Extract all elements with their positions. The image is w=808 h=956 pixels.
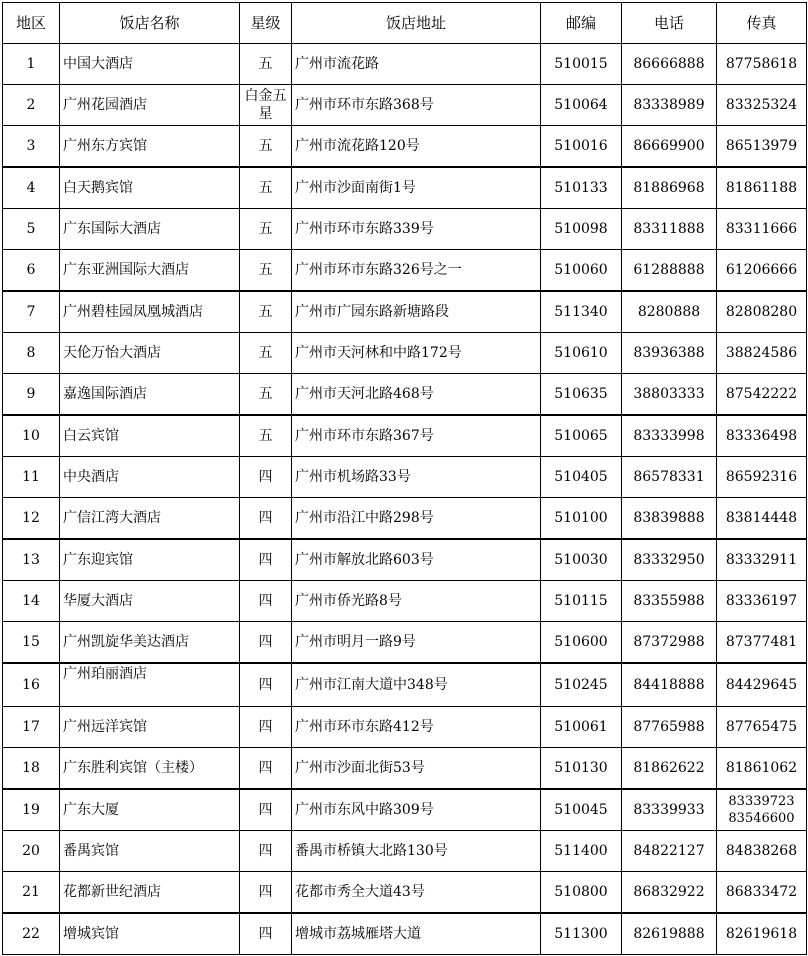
hotel-address: 广州市流花路	[292, 44, 541, 85]
table-header-row	[3, 3, 807, 44]
zip-code: 511300	[541, 913, 622, 955]
hotel-address: 广州市环市东路412号	[292, 707, 541, 748]
phone-number: 86832922	[622, 872, 717, 914]
header-phone: 电话	[622, 3, 717, 44]
row-number: 1	[3, 44, 60, 85]
star-rating: 五	[240, 209, 292, 250]
star-rating: 四	[240, 831, 292, 872]
hotel-name: 广东亚洲国际大酒店	[60, 250, 240, 292]
fax-number: 84838268	[717, 831, 807, 872]
star-rating: 四	[240, 498, 292, 540]
table-row	[3, 831, 807, 872]
fax-number: 83336498	[717, 415, 807, 457]
fax-number: 81861188	[717, 167, 807, 209]
table-row	[3, 872, 807, 914]
zip-code: 510800	[541, 872, 622, 914]
hotel-name: 广东迎宾馆	[60, 539, 240, 581]
table-row	[3, 167, 807, 209]
star-rating: 五	[240, 126, 292, 168]
header-fax: 传真	[717, 3, 807, 44]
hotel-name: 广州碧桂园凤凰城酒店	[60, 291, 240, 333]
phone-number: 84822127	[622, 831, 717, 872]
table-row	[3, 415, 807, 457]
table-row	[3, 789, 807, 831]
zip-code: 510030	[541, 539, 622, 581]
hotel-address: 广州市沙面北街53号	[292, 748, 541, 790]
hotel-address: 广州市机场路33号	[292, 457, 541, 498]
hotel-name: 白天鹅宾馆	[60, 167, 240, 209]
hotel-address: 广州市解放北路603号	[292, 539, 541, 581]
hotel-address: 广州市明月一路9号	[292, 622, 541, 664]
hotel-address: 广州市天河林和中路172号	[292, 333, 541, 374]
row-number: 16	[3, 663, 60, 707]
row-number: 15	[3, 622, 60, 664]
header-address: 饭店地址	[292, 3, 541, 44]
fax-number: 86833472	[717, 872, 807, 914]
phone-number: 83333998	[622, 415, 717, 457]
table-row	[3, 44, 807, 85]
hotel-name: 花都新世纪酒店	[60, 872, 240, 914]
hotel-address: 广州市江南大道中348号	[292, 663, 541, 707]
hotel-address: 广州市天河北路468号	[292, 374, 541, 416]
hotel-name: 广东国际大酒店	[60, 209, 240, 250]
zip-code: 511400	[541, 831, 622, 872]
row-number: 19	[3, 789, 60, 831]
phone-number: 86666888	[622, 44, 717, 85]
table-row	[3, 333, 807, 374]
hotel-address: 增城市荔城雁塔大道	[292, 913, 541, 955]
zip-code: 510065	[541, 415, 622, 457]
star-rating: 四	[240, 663, 292, 707]
row-number: 11	[3, 457, 60, 498]
table-row	[3, 581, 807, 622]
zip-code: 510100	[541, 498, 622, 540]
star-rating: 四	[240, 707, 292, 748]
row-number: 7	[3, 291, 60, 333]
hotel-address: 广州市广园东路新塘路段	[292, 291, 541, 333]
star-rating: 四	[240, 539, 292, 581]
hotel-address: 广州市沙面南街1号	[292, 167, 541, 209]
zip-code: 510245	[541, 663, 622, 707]
hotel-address: 广州市环市东路367号	[292, 415, 541, 457]
zip-code: 510045	[541, 789, 622, 831]
zip-code: 510098	[541, 209, 622, 250]
phone-number: 8280888	[622, 291, 717, 333]
table-row	[3, 85, 807, 126]
phone-number: 83332950	[622, 539, 717, 581]
row-number: 6	[3, 250, 60, 292]
star-rating: 四	[240, 789, 292, 831]
zip-code: 510064	[541, 85, 622, 126]
phone-number: 86669900	[622, 126, 717, 168]
hotel-name: 广州珀丽酒店	[60, 663, 240, 707]
phone-number: 87765988	[622, 707, 717, 748]
hotel-address: 番禺市桥镇大北路130号	[292, 831, 541, 872]
zip-code: 510133	[541, 167, 622, 209]
hotel-name: 华厦大酒店	[60, 581, 240, 622]
fax-number: 83814448	[717, 498, 807, 540]
hotel-name: 番禺宾馆	[60, 831, 240, 872]
fax-number: 84429645	[717, 663, 807, 707]
hotel-name: 广东胜利宾馆（主楼）	[60, 748, 240, 790]
star-rating: 五	[240, 415, 292, 457]
hotel-name: 广东大厦	[60, 789, 240, 831]
fax-number: 86513979	[717, 126, 807, 168]
hotel-name: 中国大酒店	[60, 44, 240, 85]
row-number: 10	[3, 415, 60, 457]
hotel-name: 广州凯旋华美达酒店	[60, 622, 240, 664]
hotel-address: 广州市沿江中路298号	[292, 498, 541, 540]
zip-code: 510060	[541, 250, 622, 292]
table-row	[3, 250, 807, 292]
header-star: 星级	[240, 3, 292, 44]
hotel-name: 广州远洋宾馆	[60, 707, 240, 748]
hotel-address: 广州市环市东路368号	[292, 85, 541, 126]
fax-number: 83311666	[717, 209, 807, 250]
hotel-name: 白云宾馆	[60, 415, 240, 457]
header-hotel-name: 饭店名称	[60, 3, 240, 44]
row-number: 13	[3, 539, 60, 581]
header-zip: 邮编	[541, 3, 622, 44]
table-row	[3, 622, 807, 664]
phone-number: 83311888	[622, 209, 717, 250]
row-number: 3	[3, 126, 60, 168]
fax-number: 83336197	[717, 581, 807, 622]
star-rating: 五	[240, 333, 292, 374]
fax-number: 38824586	[717, 333, 807, 374]
star-rating: 四	[240, 872, 292, 914]
phone-number: 83936388	[622, 333, 717, 374]
hotel-name: 广州东方宾馆	[60, 126, 240, 168]
row-number: 14	[3, 581, 60, 622]
table-row	[3, 457, 807, 498]
row-number: 2	[3, 85, 60, 126]
fax-number: 83332911	[717, 539, 807, 581]
hotel-address: 广州市流花路120号	[292, 126, 541, 168]
table-row	[3, 748, 807, 790]
zip-code: 510130	[541, 748, 622, 790]
phone-number: 61288888	[622, 250, 717, 292]
phone-number: 83355988	[622, 581, 717, 622]
phone-number: 83339933	[622, 789, 717, 831]
phone-number: 86578331	[622, 457, 717, 498]
star-rating: 四	[240, 622, 292, 664]
row-number: 21	[3, 872, 60, 914]
hotel-address: 广州市环市东路326号之一	[292, 250, 541, 292]
fax-number: 87542222	[717, 374, 807, 416]
table-row	[3, 374, 807, 416]
fax-number: 87765475	[717, 707, 807, 748]
zip-code: 510405	[541, 457, 622, 498]
star-rating: 五	[240, 291, 292, 333]
star-rating: 五	[240, 167, 292, 209]
hotel-table	[2, 2, 807, 955]
row-number: 8	[3, 333, 60, 374]
row-number: 9	[3, 374, 60, 416]
fax-number: 87758618	[717, 44, 807, 85]
hotel-address: 广州市侨光路8号	[292, 581, 541, 622]
star-rating: 四	[240, 457, 292, 498]
phone-number: 87372988	[622, 622, 717, 664]
row-number: 5	[3, 209, 60, 250]
zip-code: 510600	[541, 622, 622, 664]
hotel-name: 嘉逸国际酒店	[60, 374, 240, 416]
table-row	[3, 498, 807, 540]
star-rating: 白金五星	[240, 85, 292, 126]
row-number: 20	[3, 831, 60, 872]
row-number: 18	[3, 748, 60, 790]
phone-number: 81886968	[622, 167, 717, 209]
hotel-name: 广信江湾大酒店	[60, 498, 240, 540]
zip-code: 511340	[541, 291, 622, 333]
fax-number: 83339723 83546600	[717, 789, 807, 831]
table-row	[3, 126, 807, 168]
header-region: 地区	[3, 3, 60, 44]
zip-code: 510115	[541, 581, 622, 622]
fax-number: 83325324	[717, 85, 807, 126]
fax-number: 87377481	[717, 622, 807, 664]
table-row	[3, 913, 807, 955]
fax-number: 82808280	[717, 291, 807, 333]
row-number: 17	[3, 707, 60, 748]
star-rating: 四	[240, 913, 292, 955]
zip-code: 510610	[541, 333, 622, 374]
hotel-address: 广州市东风中路309号	[292, 789, 541, 831]
table-row	[3, 539, 807, 581]
hotel-address: 花都市秀全大道43号	[292, 872, 541, 914]
star-rating: 四	[240, 581, 292, 622]
hotel-name: 中央酒店	[60, 457, 240, 498]
table-row	[3, 663, 807, 707]
fax-number: 82619618	[717, 913, 807, 955]
fax-number: 61206666	[717, 250, 807, 292]
table-row	[3, 707, 807, 748]
star-rating: 五	[240, 250, 292, 292]
phone-number: 83338989	[622, 85, 717, 126]
phone-number: 38803333	[622, 374, 717, 416]
zip-code: 510016	[541, 126, 622, 168]
star-rating: 五	[240, 374, 292, 416]
row-number: 22	[3, 913, 60, 955]
fax-number: 86592316	[717, 457, 807, 498]
hotel-name: 广州花园酒店	[60, 85, 240, 126]
table-row	[3, 209, 807, 250]
table-body	[3, 44, 807, 955]
star-rating: 四	[240, 748, 292, 790]
phone-number: 82619888	[622, 913, 717, 955]
star-rating: 五	[240, 44, 292, 85]
phone-number: 84418888	[622, 663, 717, 707]
hotel-name: 天伦万怡大酒店	[60, 333, 240, 374]
hotel-address: 广州市环市东路339号	[292, 209, 541, 250]
row-number: 12	[3, 498, 60, 540]
row-number: 4	[3, 167, 60, 209]
zip-code: 510061	[541, 707, 622, 748]
phone-number: 83839888	[622, 498, 717, 540]
hotel-name: 增城宾馆	[60, 913, 240, 955]
zip-code: 510015	[541, 44, 622, 85]
table-row	[3, 291, 807, 333]
fax-number: 81861062	[717, 748, 807, 790]
phone-number: 81862622	[622, 748, 717, 790]
zip-code: 510635	[541, 374, 622, 416]
